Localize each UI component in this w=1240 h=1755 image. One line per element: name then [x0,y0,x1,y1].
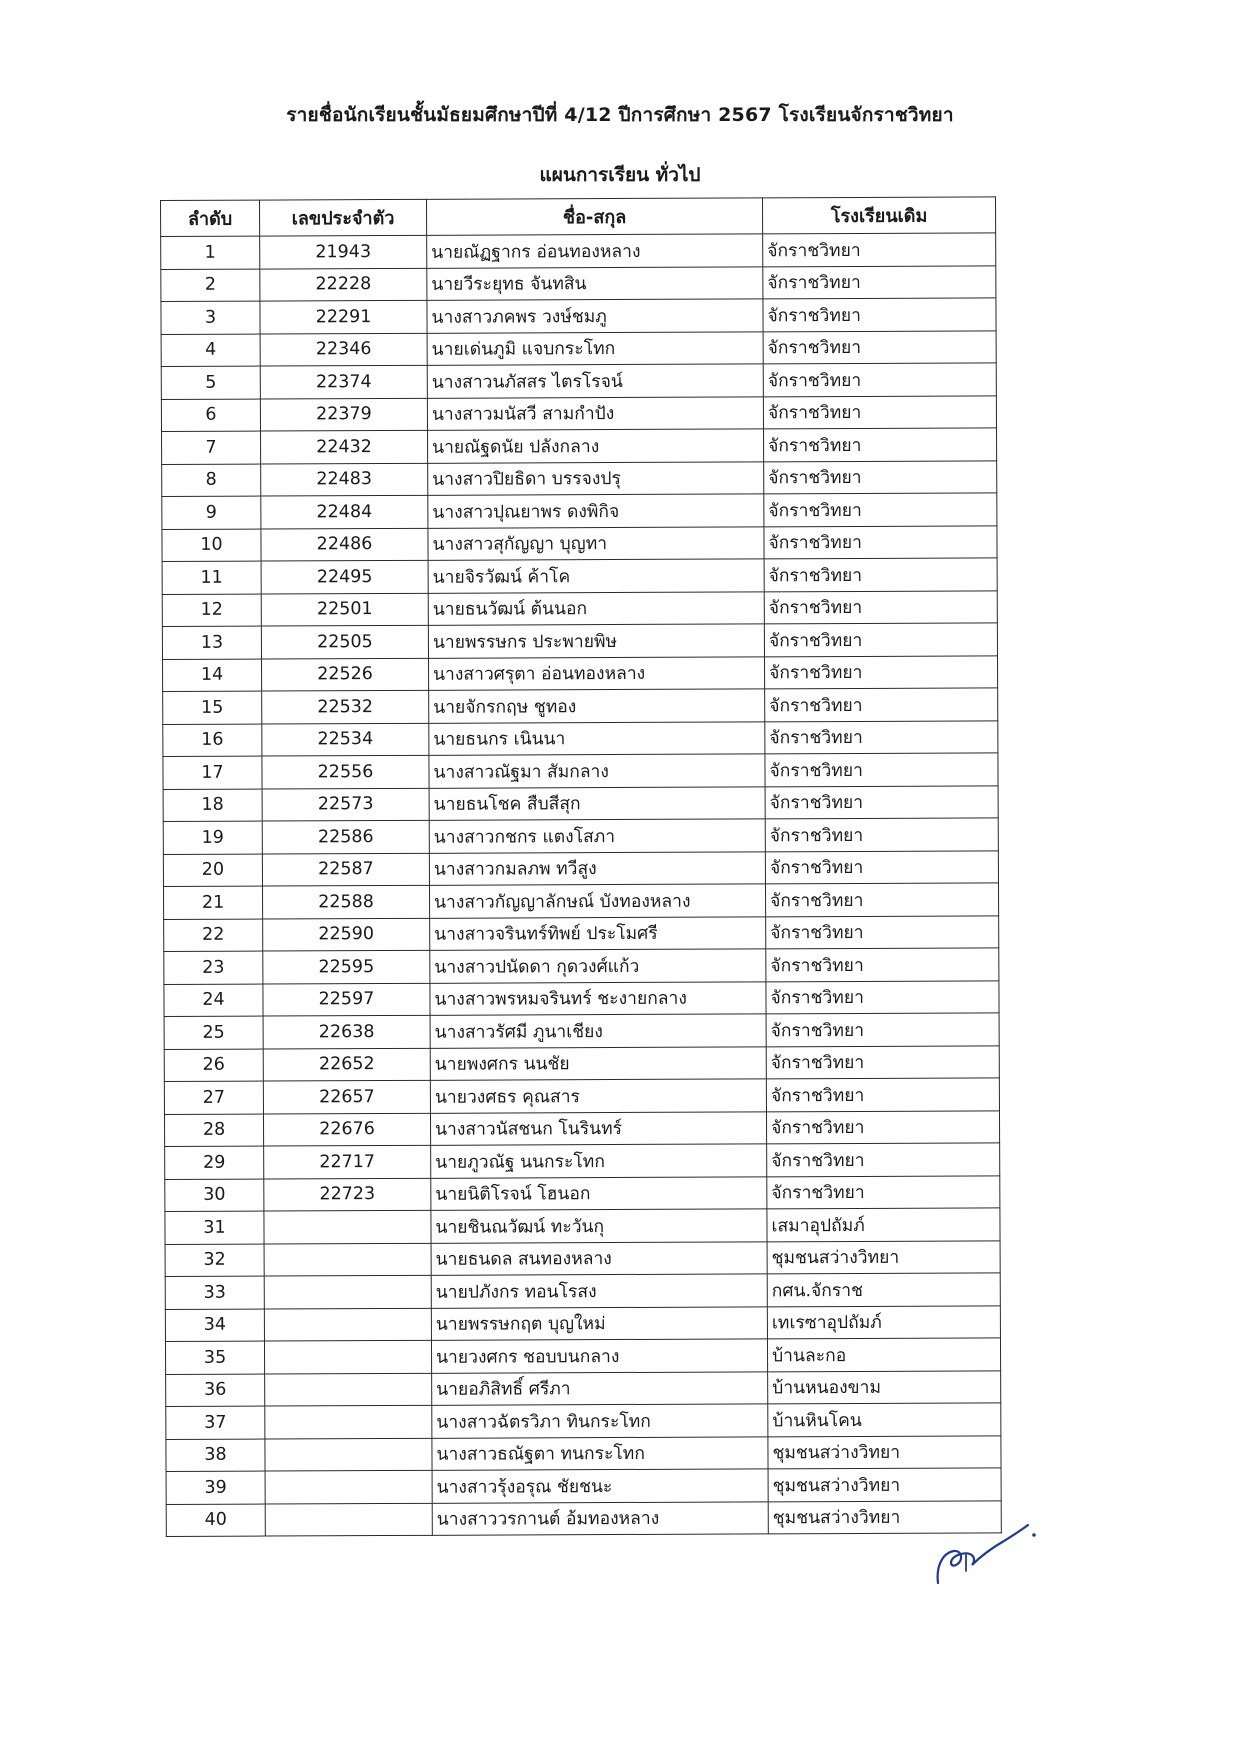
row-student-id [264,1243,431,1276]
table-row [161,330,996,366]
row-previous-school: จักราชวิทยา [765,720,998,754]
row-student-id: 22374 [260,365,427,398]
row-student-id [265,1438,432,1471]
table-row [164,1078,999,1114]
row-full-name: นางสาวปุณยาพร ดงพิกิจ [428,494,764,528]
header-order: ลำดับ [161,200,260,236]
row-student-id [265,1405,432,1438]
student-roster-table [160,196,1002,1537]
row-student-id: 22723 [264,1178,431,1211]
row-order: 18 [163,789,262,822]
row-order: 11 [162,561,261,594]
table-header-row [161,197,996,237]
table-row [162,493,997,529]
row-previous-school: จักราชวิทยา [764,460,997,494]
row-order: 6 [161,399,260,432]
row-order: 19 [163,821,262,854]
row-full-name: นายณัฐดนัย ปลังกลาง [428,429,764,463]
row-student-id: 22505 [261,625,428,658]
row-order: 31 [165,1211,264,1244]
row-previous-school: จักราชวิทยา [767,1143,1000,1177]
row-full-name: นางสาวภคพร วงษ์ชมภู [427,299,763,333]
row-previous-school: จักราชวิทยา [763,298,996,332]
row-student-id: 22483 [261,463,428,496]
row-student-id [264,1275,431,1308]
row-previous-school: จักราชวิทยา [766,948,999,982]
row-student-id: 22676 [263,1113,430,1146]
row-full-name: นายวีระยุทธ จันทสิน [427,266,763,300]
row-previous-school: จักราชวิทยา [766,1110,999,1144]
row-student-id: 22597 [263,983,430,1016]
row-previous-school: จักราชวิทยา [765,818,998,852]
row-order: 15 [163,691,262,724]
row-previous-school: จักราชวิทยา [764,493,997,527]
table-row [163,688,998,724]
row-order: 1 [161,236,260,269]
row-previous-school: จักราชวิทยา [766,980,999,1014]
table-row [164,1045,999,1081]
row-student-id [264,1308,431,1341]
row-previous-school: กศน.จักราช [767,1273,1000,1307]
signature-icon [920,1505,1040,1595]
row-order: 21 [163,886,262,919]
row-full-name: นายเด่นภูมิ แจบกระโทก [427,331,763,365]
table-row [162,590,997,626]
table-row [161,265,996,301]
row-order: 29 [165,1146,264,1179]
row-previous-school: จักราชวิทยา [763,233,996,267]
row-student-id [265,1373,432,1406]
row-student-id: 22590 [263,918,430,951]
row-student-id: 22486 [261,528,428,561]
row-full-name: นายณัฏฐากร อ่อนทองหลาง [427,234,763,268]
row-full-name: นางสาวปิยธิดา บรรจงปรุ [428,461,764,495]
row-previous-school: จักราชวิทยา [765,753,998,787]
row-order: 38 [166,1439,265,1472]
row-previous-school: เสมาอุปถัมภ์ [767,1208,1000,1242]
row-previous-school: จักราชวิทยา [764,428,997,462]
table-row [165,1143,1000,1179]
table-row [165,1338,1000,1374]
row-student-id [264,1210,431,1243]
table-row [165,1175,1000,1211]
row-order: 36 [166,1374,265,1407]
row-full-name: นายธนดล สนทองหลาง [431,1241,767,1275]
row-full-name: นางสาวสุกัญญา บุญทา [428,526,764,560]
row-student-id: 22346 [260,333,427,366]
row-order: 33 [165,1276,264,1309]
table-row [164,948,999,984]
row-order: 25 [164,1016,263,1049]
header-previous-school: โรงเรียนเดิม [762,197,995,234]
row-previous-school: จักราชวิทยา [764,590,997,624]
study-plan-subtitle: แผนการเรียน ทั่วไป [539,164,701,186]
row-student-id: 22588 [262,885,429,918]
row-order: 23 [164,951,263,984]
table-row [165,1208,1000,1244]
row-full-name: นางสาวกัญญาลักษณ์ บังทองหลาง [429,884,765,918]
row-student-id [265,1470,432,1503]
row-order: 14 [163,659,262,692]
row-order: 34 [165,1309,264,1342]
row-full-name: นายชินณวัฒน์ ทะวันกุ [431,1209,767,1243]
row-student-id: 22652 [263,1048,430,1081]
row-student-id: 22717 [264,1145,431,1178]
row-order: 32 [165,1244,264,1277]
row-student-id: 22595 [263,950,430,983]
row-full-name: นางสาวนภัสสร ไตรโรจน์ [427,364,763,398]
table-row [165,1240,1000,1276]
row-order: 40 [166,1504,265,1537]
row-order: 30 [165,1179,264,1212]
row-student-id: 22534 [262,723,429,756]
row-previous-school: ชุมชนสว่างวิทยา [768,1468,1001,1502]
row-student-id: 22526 [262,658,429,691]
row-full-name: นางสาวจรินทร์ทิพย์ ประโมศรี [430,916,766,950]
table-row [166,1435,1001,1471]
row-full-name: นายธนวัฒน์ ต้นนอก [428,591,764,625]
row-student-id: 22532 [262,690,429,723]
row-full-name: นางสาวนัสชนก โนรินทร์ [430,1111,766,1145]
row-full-name: นางสาวฉัตรวิภา ทินกระโทก [432,1404,768,1438]
row-full-name: นายจักรกฤษ ชูทอง [429,689,765,723]
row-student-id: 22638 [263,1015,430,1048]
row-student-id: 22586 [262,820,429,853]
table-row [162,428,997,464]
row-previous-school: จักราชวิทยา [765,883,998,917]
row-previous-school: จักราชวิทยา [763,265,996,299]
row-previous-school: จักราชวิทยา [764,655,997,689]
row-previous-school: จักราชวิทยา [766,915,999,949]
row-previous-school: จักราชวิทยา [766,1078,999,1112]
table-row [164,915,999,951]
row-student-id: 22495 [261,560,428,593]
row-student-id: 22501 [261,593,428,626]
row-previous-school: จักราชวิทยา [763,330,996,364]
row-student-id: 22657 [263,1080,430,1113]
row-full-name: นางสาวปนัดดา กุดวงศ์แก้ว [430,949,766,983]
row-student-id: 22556 [262,755,429,788]
row-full-name: นางสาวศรุตา อ่อนทองหลาง [429,656,765,690]
row-full-name: นางสาวมนัสวี สามกำปัง [427,396,763,430]
row-order: 37 [166,1406,265,1439]
row-previous-school: จักราชวิทยา [766,1045,999,1079]
table-row [163,785,998,821]
table-row [166,1468,1001,1504]
row-full-name: นายพรรษกฤต บุญใหม่ [431,1306,767,1340]
table-row [164,980,999,1016]
row-order: 4 [161,334,260,367]
table-row [162,558,997,594]
row-student-id: 22587 [262,853,429,886]
table-row [164,1110,999,1146]
table-row [163,720,998,756]
row-order: 22 [164,919,263,952]
table-row [166,1500,1001,1536]
row-order: 39 [166,1471,265,1504]
row-order: 2 [161,269,260,302]
row-previous-school: จักราชวิทยา [763,363,996,397]
table-body [161,233,1002,1537]
table-row [166,1403,1001,1439]
row-full-name: นายภูวณัฐ นนกระโทก [431,1144,767,1178]
row-full-name: นายธนโชค สืบสีสุก [429,786,765,820]
row-previous-school: ชุมชนสว่างวิทยา [768,1500,1001,1534]
document-title: รายชื่อนักเรียนชั้นมัธยมศึกษาปีที่ 4/12 ปีการศึกษา 2567 โรงเรียนจักราชวิทยา [286,104,954,126]
row-previous-school: บ้านหินโคน [768,1403,1001,1437]
row-full-name: นางสาวธณัฐตา ทนกระโทก [432,1436,768,1470]
row-previous-school: จักราชวิทยา [764,623,997,657]
row-order: 17 [163,756,262,789]
row-previous-school: จักราชวิทยา [765,688,998,722]
row-full-name: นางสาวกชกร แตงโสภา [429,819,765,853]
row-order: 16 [163,724,262,757]
row-order: 13 [162,626,261,659]
table-row [162,525,997,561]
table-row [161,233,996,269]
row-full-name: นางสาวพรหมจรินทร์ ชะงายกลาง [430,981,766,1015]
row-previous-school: จักราชวิทยา [765,785,998,819]
row-order: 8 [162,464,261,497]
row-order: 10 [162,529,261,562]
row-full-name: นายวงศธร คุณสาร [430,1079,766,1113]
row-order: 12 [162,594,261,627]
row-previous-school: เทเรซาอุปถัมภ์ [767,1305,1000,1339]
row-student-id: 22291 [260,300,427,333]
row-student-id: 22573 [262,788,429,821]
row-previous-school: จักราชวิทยา [765,850,998,884]
row-order: 27 [164,1081,263,1114]
row-previous-school: บ้านหนองขาม [768,1370,1001,1404]
row-previous-school: จักราชวิทยา [767,1175,1000,1209]
row-full-name: นางสาวณัฐมา สัมกลาง [429,754,765,788]
row-full-name: นางสาวกมลภพ ทวีสูง [429,851,765,885]
row-student-id: 22432 [261,430,428,463]
row-full-name: นายพรรษกร ประพายพิษ [428,624,764,658]
table-row [162,460,997,496]
table-row [166,1370,1001,1406]
table-row [165,1305,1000,1341]
row-full-name: นางสาววรกานต์ อ้มทองหลาง [432,1501,768,1535]
table-row [163,850,998,886]
row-order: 9 [162,496,261,529]
table-row [163,818,998,854]
row-full-name: นายนิติโรจน์ โฮนอก [431,1176,767,1210]
row-full-name: นายปภังกร ทอนโรสง [431,1274,767,1308]
row-order: 26 [164,1049,263,1082]
table-row [161,298,996,334]
row-order: 7 [162,431,261,464]
row-order: 5 [161,366,260,399]
row-previous-school: ชุมชนสว่างวิทยา [767,1240,1000,1274]
row-order: 35 [165,1341,264,1374]
row-order: 24 [164,984,263,1017]
header-full-name: ชื่อ-สกุล [426,198,762,235]
row-student-id: 22484 [261,495,428,528]
row-previous-school: จักราชวิทยา [763,395,996,429]
row-previous-school: จักราชวิทยา [764,525,997,559]
row-previous-school: บ้านละกอ [767,1338,1000,1372]
row-student-id [264,1340,431,1373]
table-row [161,363,996,399]
table-row [165,1273,1000,1309]
row-previous-school: จักราชวิทยา [764,558,997,592]
table-row [162,623,997,659]
row-previous-school: ชุมชนสว่างวิทยา [768,1435,1001,1469]
table-row [164,1013,999,1049]
table-row [161,395,996,431]
table-row [163,655,998,691]
table-row [163,753,998,789]
row-full-name: นายจิรวัฒน์ ค้าโค [428,559,764,593]
row-student-id: 21943 [260,235,427,268]
row-student-id: 22228 [260,268,427,301]
row-order: 3 [161,301,260,334]
table-row [163,883,998,919]
row-full-name: นายพงศกร นนชัย [430,1046,766,1080]
row-student-id: 22379 [260,398,427,431]
header-student-id: เลขประจำตัว [260,199,427,236]
row-student-id [265,1503,432,1536]
row-full-name: นายอภิสิทธิ์ ศรีภา [432,1371,768,1405]
row-order: 20 [163,854,262,887]
row-full-name: นางสาวรุ้งอรุณ ชัยชนะ [432,1469,768,1503]
row-previous-school: จักราชวิทยา [766,1013,999,1047]
row-order: 28 [164,1114,263,1147]
row-full-name: นางสาวรัศมี ภูนาเชียง [430,1014,766,1048]
row-full-name: นายธนกร เนินนา [429,721,765,755]
row-full-name: นายวงศกร ชอบบนกลาง [431,1339,767,1373]
